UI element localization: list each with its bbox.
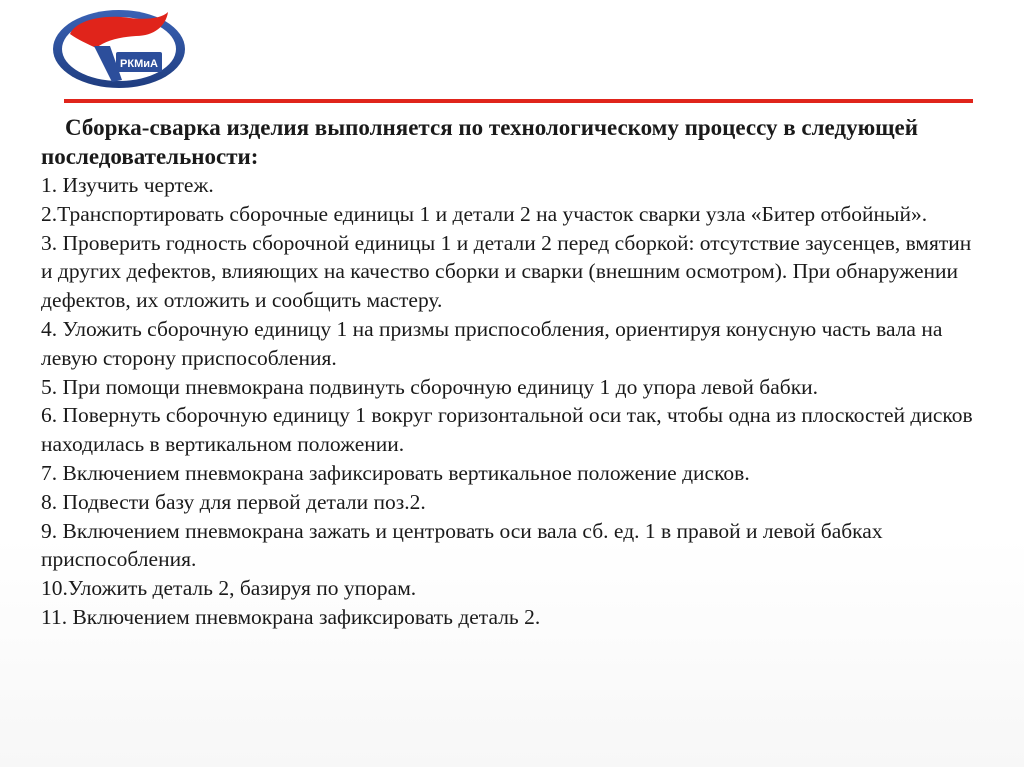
step-item: 6. Повернуть сборочную единицу 1 вокруг горизонтальной оси так, чтобы одна из плоскостей дисков находилась в вертикальном положении. <box>41 403 973 457</box>
step-item: 11. Включением пневмокрана зафиксировать деталь 2. <box>41 604 541 629</box>
step-item: 10.Уложить деталь 2, базируя по упорам. <box>41 576 417 601</box>
step-item: 3. Проверить годность сборочной единицы 1 и детали 2 перед сборкой: отсутствие заусенцев, вмятин и других дефектов, влияющих на качество сборки и сварки (внешним осмотром). При обнаружении дефектов, их отложить и сообщить мастеру. <box>41 230 972 313</box>
document-body <box>41 113 986 632</box>
section-heading: Сборка-сварка изделия выполняется по технологическому процессу в следующей последовательности: <box>41 115 919 169</box>
step-item: 5. При помощи пневмокрана подвинуть сборочную единицу 1 до упора левой бабки. <box>41 374 819 399</box>
step-item: 4. Уложить сборочную единицу 1 на призмы приспособления, ориентируя конусную часть вала на левую сторону приспособления. <box>41 316 943 370</box>
step-item: 7. Включением пневмокрана зафиксировать вертикальное положение дисков. <box>41 460 750 485</box>
step-item: 8. Подвести базу для первой детали поз.2. <box>41 489 426 514</box>
steps-list <box>41 171 986 632</box>
logo-text: РКМиА <box>120 58 158 70</box>
step-item: 9. Включением пневмокрана зажать и центровать оси вала сб. ед. 1 в правой и левой бабках приспособления. <box>41 518 883 572</box>
rkmia-logo <box>50 6 188 90</box>
title-divider <box>64 99 973 103</box>
step-item: 2.Транспортировать сборочные единицы 1 и детали 2 на участок сварки узла «Битер отбойный». <box>41 201 928 226</box>
step-item: 1. Изучить чертеж. <box>41 173 214 197</box>
